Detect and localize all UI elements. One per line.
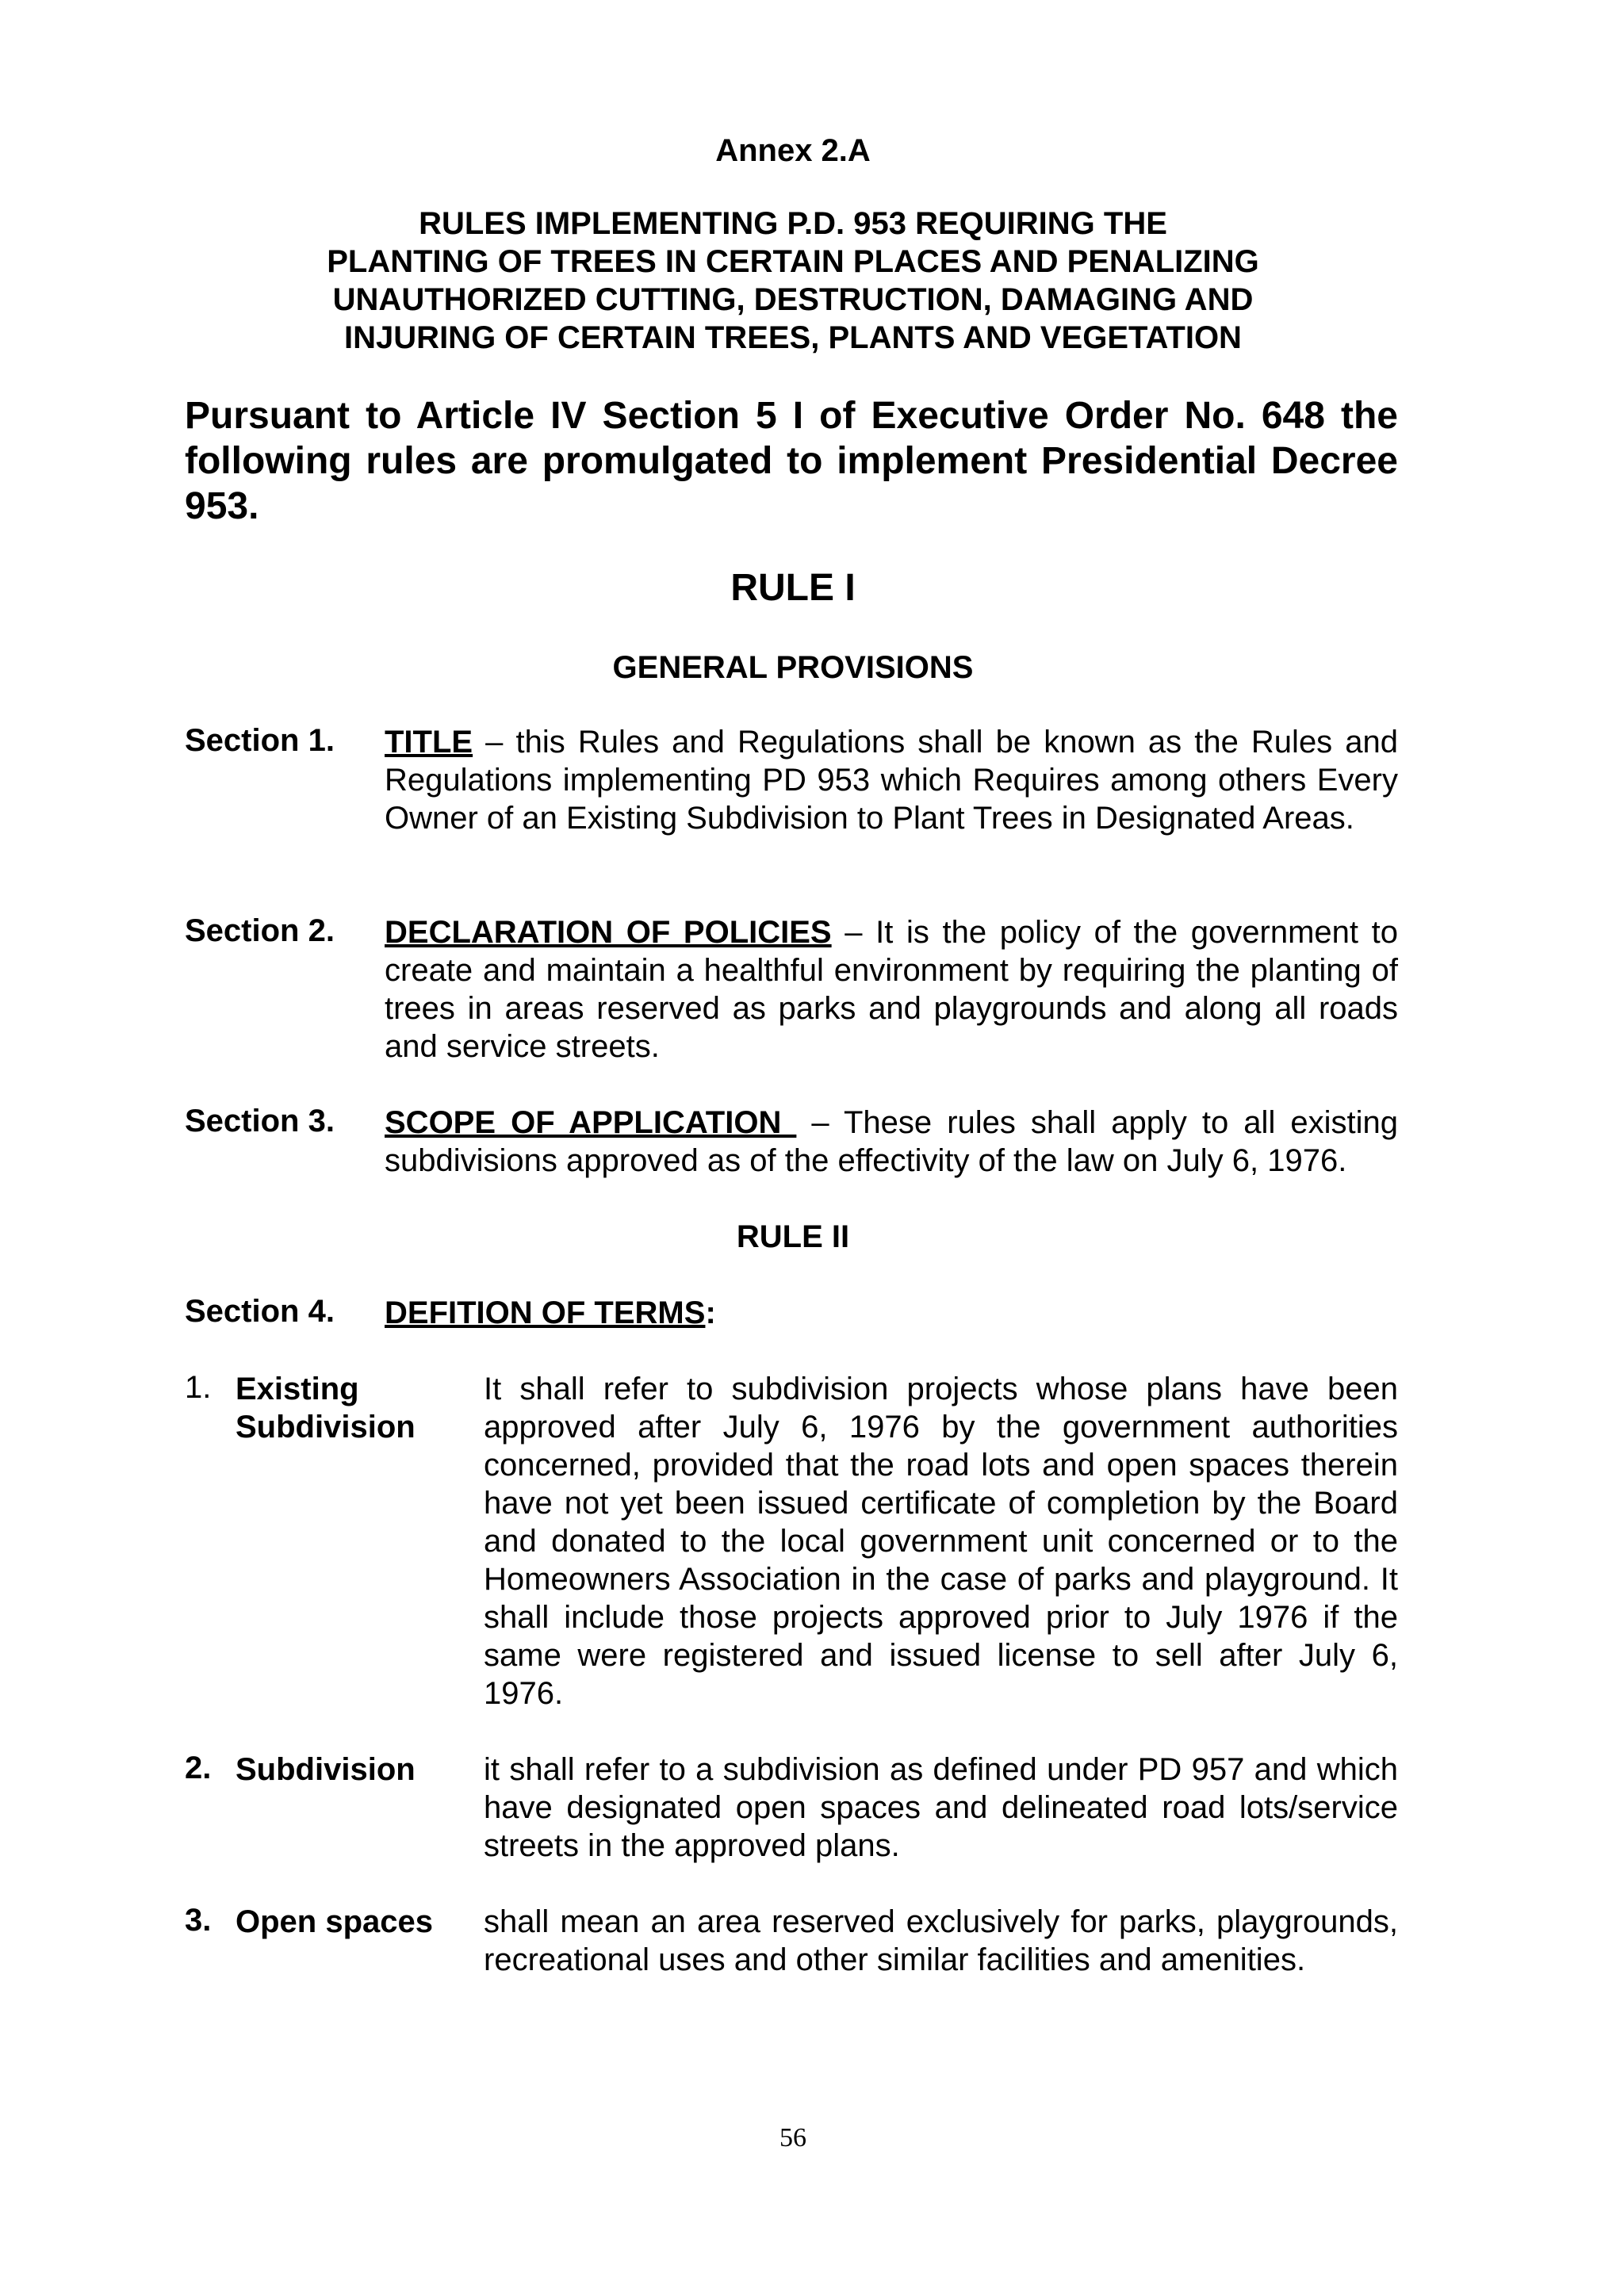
section-4-label: Section 4. bbox=[185, 1294, 335, 1329]
term-1-name-line: Existing bbox=[236, 1372, 359, 1406]
section-3-label: Section 3. bbox=[185, 1104, 335, 1138]
term-3-number: 3. bbox=[185, 1903, 212, 1938]
page-number: 56 bbox=[779, 2123, 806, 2152]
section-2-text: – It is the policy of the government to create and maintain a healthful environment by requiring the planting of trees in areas reserved as parks and playgrounds and along all roads and service streets. bbox=[385, 915, 1398, 1064]
title-line: INJURING OF CERTAIN TREES, PLANTS AND VEGETATION bbox=[344, 320, 1242, 355]
title-line: RULES IMPLEMENTING P.D. 953 REQUIRING THE bbox=[419, 206, 1167, 241]
section-2-label: Section 2. bbox=[185, 913, 335, 948]
section-1-heading: TITLE bbox=[385, 725, 473, 760]
term-1-number: 1. bbox=[185, 1370, 212, 1405]
section-3-body bbox=[385, 1104, 1398, 1180]
section-3-heading: SCOPE OF APPLICATION bbox=[385, 1105, 797, 1140]
term-2-name: Subdivision bbox=[236, 1752, 416, 1787]
term-1-definition: It shall refer to subdivision projects whose plans have been approved after July 6, 1976 by the government authorities concerned, provided that the road lots and open spaces therein have not yet been issued certificate of completion by the Board and donated to the local government unit concerned or to the Homeowners Association in the case of parks and playground. It shall include those projects approved prior to July 1976 if the same were registered and issued license to sell after July 6, 1976. bbox=[484, 1372, 1398, 1711]
section-3-text: – These rules shall apply to all existing subdivisions approved as of the effectivity of the law on July 6, 1976. bbox=[385, 1105, 1398, 1178]
section-1-text: – this Rules and Regulations shall be known as the Rules and Regulations implementing PD 953 which Requires among others Every Owner of an Existing Subdivision to Plant Trees in Designated Areas. bbox=[385, 725, 1398, 836]
rule-2-heading: RULE II bbox=[736, 1219, 850, 1254]
term-3-name: Open spaces bbox=[236, 1904, 434, 1939]
document-title bbox=[0, 205, 1586, 357]
pursuant-paragraph: Pursuant to Article IV Section 5 I of Executive Order No. 648 the following rules are promulgated to implement Presidential Decree 953. bbox=[185, 395, 1398, 527]
term-2-definition: it shall refer to a subdivision as defined under PD 957 and which have designated open spaces and delineated road lots/service streets in the approved plans. bbox=[484, 1752, 1398, 1863]
term-1-name-line: Subdivision bbox=[236, 1410, 416, 1445]
term-1-name bbox=[236, 1370, 416, 1446]
section-1-body bbox=[385, 723, 1398, 837]
rule-1-heading: RULE I bbox=[730, 567, 856, 609]
section-4-heading: DEFITION OF TERMS bbox=[385, 1295, 706, 1330]
section-4-body bbox=[385, 1294, 1398, 1332]
section-2-heading: DECLARATION OF POLICIES bbox=[385, 915, 832, 950]
term-3-definition: shall mean an area reserved exclusively for parks, playgrounds, recreational uses and other similar facilities and amenities. bbox=[484, 1904, 1398, 1977]
title-line: UNAUTHORIZED CUTTING, DESTRUCTION, DAMAGING AND bbox=[332, 282, 1254, 317]
general-provisions-heading: GENERAL PROVISIONS bbox=[612, 650, 974, 685]
section-4-colon: : bbox=[705, 1295, 716, 1330]
title-line: PLANTING OF TREES IN CERTAIN PLACES AND PENALIZING bbox=[327, 244, 1259, 279]
section-1-label: Section 1. bbox=[185, 723, 335, 758]
section-2-body bbox=[385, 913, 1398, 1066]
annex-label: Annex 2.A bbox=[715, 133, 871, 168]
term-2-number: 2. bbox=[185, 1751, 212, 1785]
